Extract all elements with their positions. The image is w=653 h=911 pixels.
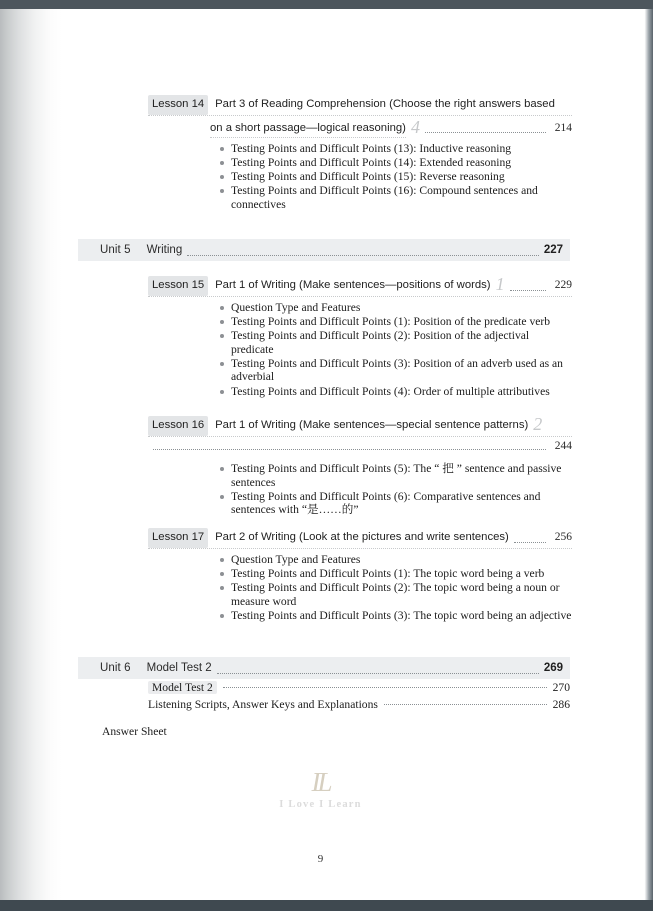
unit-6-page-number: 269 <box>543 662 563 674</box>
viewer-top-bar <box>0 0 653 9</box>
list-item <box>220 315 572 329</box>
point-text: Testing Points and Difficult Points (1): The topic word being a verb <box>231 567 545 581</box>
dot-leader <box>223 686 547 688</box>
list-item <box>220 170 572 184</box>
bullet-dot-icon <box>220 614 224 618</box>
lesson-14-points-list <box>148 142 572 211</box>
list-item <box>220 142 572 156</box>
list-item <box>220 462 572 489</box>
lesson-14-decorative-number: 4 <box>410 117 420 137</box>
table-of-contents-page <box>0 9 641 900</box>
unit-5-page-number: 227 <box>543 244 563 256</box>
unit-6-title: Model Test 2 <box>146 662 212 674</box>
toc-unit-5-row[interactable] <box>78 239 570 261</box>
lesson-16-page-number: 244 <box>554 440 572 452</box>
list-item <box>220 553 572 567</box>
point-text: Testing Points and Difficult Points (4): Order of multiple attributives <box>231 384 550 398</box>
lesson-15-title: Part 1 of Writing (Make sentences—positions of words) <box>215 279 491 291</box>
lesson-14-tag: Lesson 14 <box>148 95 208 115</box>
bullet-dot-icon <box>220 362 224 366</box>
lesson-17-page-number: 256 <box>554 531 572 543</box>
bullet-dot-icon <box>220 189 224 193</box>
lesson-16-decorative-number: 2 <box>533 414 543 434</box>
point-text: Question Type and Features <box>231 301 361 314</box>
bullet-dot-icon <box>220 175 224 179</box>
point-text: Testing Points and Difficult Points (13): Inductive reasoning <box>231 142 512 155</box>
sub-entry-page-number: 270 <box>552 681 570 694</box>
sub-entry-page-number: 286 <box>552 698 570 711</box>
point-text: Testing Points and Difficult Points (1): Position of the predicate verb <box>231 315 551 329</box>
toc-entry-lesson-17[interactable] <box>148 528 572 623</box>
point-text: Testing Points and Difficult Points (15): Reverse reasoning <box>231 170 505 184</box>
page-number-folio: 9 <box>317 853 324 865</box>
toc-entry-lesson-16[interactable] <box>148 413 572 517</box>
point-text: Testing Points and Difficult Points (3): Position of an adverb used as an adverbial <box>231 356 563 384</box>
unit-5-number: Unit 5 <box>100 244 131 256</box>
list-item <box>220 490 572 517</box>
bullet-dot-icon <box>220 558 224 562</box>
lesson-17-points-list <box>148 553 572 622</box>
lesson-14-title-row-2 <box>148 116 572 138</box>
list-item <box>220 609 572 623</box>
toc-entry-answer-sheet[interactable] <box>102 725 167 738</box>
sub-entry-title: Model Test 2 <box>148 681 217 694</box>
point-text: Testing Points and Difficult Points (6): Comparative sentences and sentences with “是……的” <box>231 489 541 517</box>
bullet-dot-icon <box>220 390 224 394</box>
point-text: Testing Points and Difficult Points (2): Position of the adjectival predicate <box>231 329 530 356</box>
lesson-16-tag: Lesson 16 <box>148 416 208 436</box>
bullet-dot-icon <box>220 467 224 471</box>
list-item <box>220 184 572 211</box>
viewer-right-edge <box>641 9 653 900</box>
bullet-dot-icon <box>220 147 224 151</box>
point-text: Question Type and Features <box>231 553 361 566</box>
lesson-17-title-row <box>148 528 572 549</box>
dot-leader <box>510 289 546 291</box>
dot-leader <box>187 254 539 256</box>
toc-sub-entry-listening-scripts[interactable] <box>148 698 570 711</box>
lesson-16-title-row <box>148 413 572 437</box>
unit-6-number: Unit 6 <box>100 662 131 674</box>
lesson-15-points-list <box>148 301 572 398</box>
bullet-dot-icon <box>220 334 224 338</box>
toc-sub-entry-model-test-2[interactable] <box>148 681 570 694</box>
point-text: Testing Points and Difficult Points (3): The topic word being an adjective <box>231 608 572 622</box>
list-item <box>220 357 572 384</box>
lesson-16-title: Part 1 of Writing (Make sentences—special sentence patterns) <box>215 419 529 431</box>
bullet-dot-icon <box>220 586 224 590</box>
logo-tagline: I Love I Learn <box>279 799 362 810</box>
list-item <box>220 385 572 399</box>
bullet-dot-icon <box>220 495 224 499</box>
lesson-15-page-number: 229 <box>554 279 572 291</box>
dot-leader <box>514 541 546 543</box>
bullet-dot-icon <box>220 320 224 324</box>
lesson-17-tag: Lesson 17 <box>148 528 208 548</box>
bullet-dot-icon <box>220 161 224 165</box>
viewer-bottom-bar <box>0 900 653 911</box>
dot-leader <box>153 448 546 450</box>
point-text: Testing Points and Difficult Points (14): Extended reasoning <box>231 156 512 170</box>
answer-sheet-label: Answer Sheet <box>102 725 167 738</box>
list-item <box>220 301 572 315</box>
point-text: Testing Points and Difficult Points (5): The “ 把 ” sentence and passive sentences <box>231 462 562 489</box>
lesson-17-title: Part 2 of Writing (Look at the pictures and write sentences) <box>215 531 509 543</box>
list-item <box>220 567 572 581</box>
sub-entry-title: Listening Scripts, Answer Keys and Explanations <box>148 698 378 711</box>
lesson-16-points-list <box>148 462 572 517</box>
lesson-15-tag: Lesson 15 <box>148 276 208 296</box>
lesson-16-page-row <box>148 437 572 455</box>
dot-leader <box>217 672 539 674</box>
dot-leader <box>384 703 547 705</box>
toc-entry-lesson-15[interactable] <box>148 273 572 399</box>
lesson-15-decorative-number: 1 <box>495 274 505 294</box>
point-text: Testing Points and Difficult Points (16): Compound sentences and connectives <box>231 184 538 211</box>
dot-leader <box>425 131 546 133</box>
list-item <box>220 156 572 170</box>
unit-5-title: Writing <box>146 244 183 256</box>
publisher-logo <box>0 769 641 810</box>
bullet-dot-icon <box>220 306 224 310</box>
point-text: Testing Points and Difficult Points (2): The topic word being a noun or measure word <box>231 581 560 608</box>
il-monogram-icon: IL <box>311 767 330 797</box>
lesson-15-title-row <box>148 273 572 297</box>
lesson-14-title-line-1: Part 3 of Reading Comprehension (Choose the right answers based <box>215 98 555 110</box>
toc-unit-6-row[interactable] <box>78 657 570 679</box>
list-item <box>220 581 572 608</box>
lesson-14-title-line-2: on a short passage—logical reasoning) <box>210 119 406 138</box>
list-item <box>220 329 572 356</box>
lesson-14-page-number: 214 <box>554 122 572 134</box>
bullet-dot-icon <box>220 572 224 576</box>
toc-entry-lesson-14[interactable] <box>148 95 572 212</box>
lesson-14-title-row <box>148 95 572 116</box>
